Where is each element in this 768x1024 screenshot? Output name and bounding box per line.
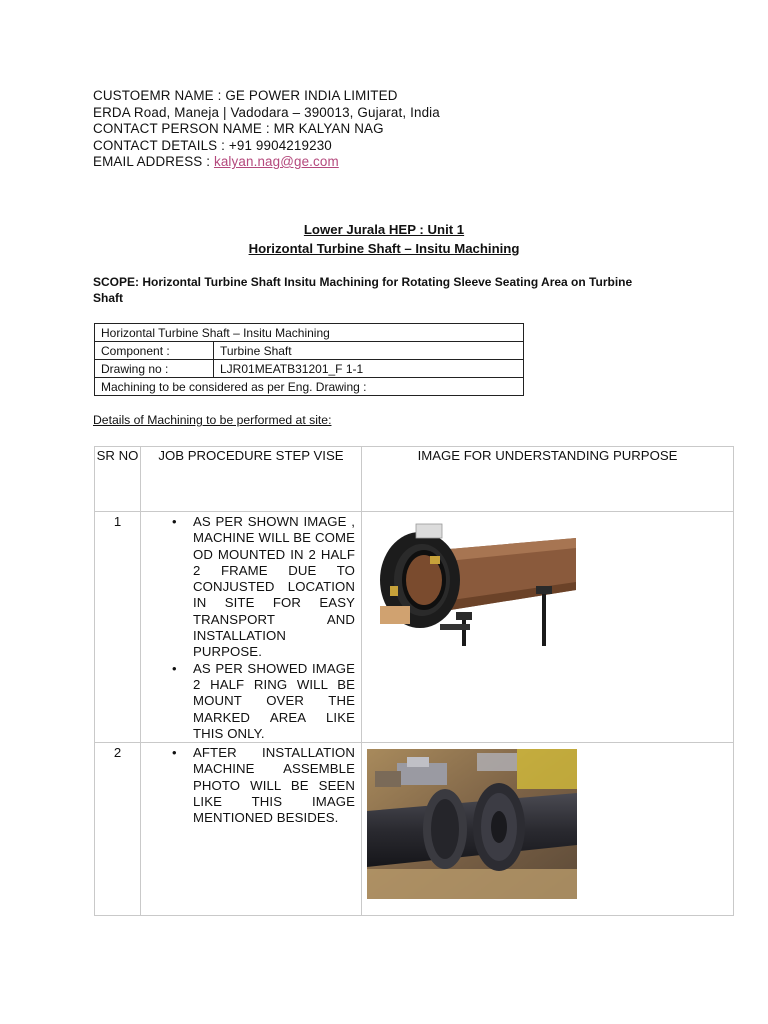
sr-no-cell: 1 — [95, 512, 141, 743]
list-item: • AS PER SHOWED IMAGE 2 HALF RING WILL BE MOUNT OVER THE MARKED AREA LIKE THIS ONLY. — [193, 661, 355, 742]
sr-no-cell: 2 — [95, 743, 141, 916]
customer-details — [93, 88, 440, 171]
job-procedure-cell — [141, 512, 362, 743]
email-label: EMAIL ADDRESS : — [93, 154, 214, 169]
drawing-no-value: LJR01MEATB31201_F 1-1 — [214, 360, 524, 378]
drawing-no-label: Drawing no : — [95, 360, 214, 378]
drawing-info-table — [94, 323, 524, 396]
table-row — [95, 360, 524, 378]
drawing-table-footer: Machining to be considered as per Eng. Drawing : — [95, 378, 524, 396]
table-row — [95, 342, 524, 360]
customer-address-line: ERDA Road, Maneja | Vadodara – 390013, Gujarat, India — [93, 104, 440, 120]
header-row — [95, 447, 734, 512]
customer-name-line: CUSTOEMR NAME : GE POWER INDIA LIMITED — [93, 88, 398, 103]
step-list — [141, 512, 361, 742]
job-procedure-cell — [141, 743, 362, 916]
contact-person-line: CONTACT PERSON NAME : MR KALYAN NAG — [93, 121, 384, 136]
table-row — [95, 743, 734, 916]
image-cell — [362, 743, 734, 916]
component-label: Component : — [95, 342, 214, 360]
scope-statement: SCOPE: Horizontal Turbine Shaft Insitu Machining for Rotating Sleeve Seating Area on Turbine Shaft — [93, 275, 633, 305]
image-cell — [362, 512, 734, 743]
procedure-table — [94, 446, 734, 916]
od-mounted-machine-photo — [378, 520, 576, 648]
installed-machine-photo — [367, 749, 577, 899]
image-header: IMAGE FOR UNDERSTANDING PURPOSE — [362, 447, 734, 512]
contact-details-line: CONTACT DETAILS : +91 9904219230 — [93, 137, 332, 153]
document-titles — [0, 220, 768, 258]
email-line — [93, 154, 440, 171]
sr-no-header: SR NO — [95, 447, 141, 512]
list-item: • AFTER INSTALLATION MACHINE ASSEMBLE PHOTO WILL BE SEEN LIKE THIS IMAGE MENTIONED BESIDES. — [193, 745, 355, 826]
job-title: Horizontal Turbine Shaft – Insitu Machining — [248, 241, 520, 256]
list-item: • AS PER SHOWN IMAGE , MACHINE WILL BE COME OD MOUNTED IN 2 HALF 2 FRAME DUE TO CONJUSTED LOCATION IN SITE FOR EASY TRANSPORT AND INSTALLATION PURPOSE. — [193, 514, 355, 661]
project-title: Lower Jurala HEP : Unit 1 — [303, 222, 465, 237]
details-heading: Details of Machining to be performed at site: — [93, 413, 332, 427]
step-list — [141, 743, 361, 826]
table-row — [95, 512, 734, 743]
component-value: Turbine Shaft — [214, 342, 524, 360]
job-procedure-header: JOB PROCEDURE STEP VISE — [141, 447, 362, 512]
drawing-table-title: Horizontal Turbine Shaft – Insitu Machining — [95, 324, 524, 342]
email-link[interactable]: kalyan.nag@ge.com — [213, 154, 339, 169]
